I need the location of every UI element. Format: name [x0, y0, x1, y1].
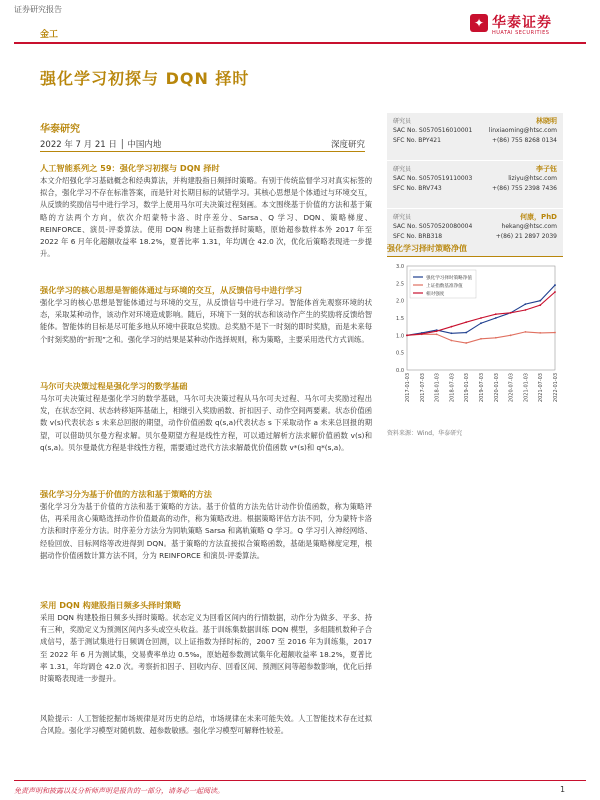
- section-heading: 强化学习的核心思想是智能体通过与环境的交互，从反馈信号中进行学习: [40, 285, 303, 295]
- analyst-card: [387, 161, 563, 209]
- x-tick-label: 2017-01-03: [405, 373, 411, 403]
- series-point: [421, 333, 423, 335]
- report-title: 强化学习初探与 DQN 择时: [40, 69, 250, 88]
- analyst-card: [387, 113, 563, 161]
- analyst-sfc: SFC No. BPY421: [393, 137, 441, 144]
- series-point: [539, 300, 541, 302]
- analyst-email[interactable]: hekang@htsc.com: [501, 223, 557, 230]
- footer-divider: [14, 780, 586, 781]
- series-point: [554, 291, 556, 293]
- section-text: 采用 DQN 构建股指日频多头择时策略。状态定义为回看区间内的行情数据，动作分为做多、平多、持有三种，奖励定义为预测区间内多头或空头收益。基于训练集数据训练 DQN 模型，多组随机数种子合成信号，基于测试集进行日频调仓回测，以上证指数为择时标的，2007 至 2016 年为训练集，2017 至 2022 年 6 月为测试集，交易费率单边 0.5‰，原始超参数测试集年化超额收益率 18.2%，夏普比率 1.31，年均调仓 42.0 次。考察折扣因子、回收内存、回看区间、预测区间等超参数影响，优化后择时策略表现进一步提升。: [40, 613, 372, 684]
- section-heading: 采用 DQN 构建股指日频多头择时策略: [40, 600, 181, 610]
- report-category: 金工: [40, 30, 59, 40]
- y-tick-label: 0.5: [396, 350, 404, 357]
- series-point: [436, 330, 438, 332]
- analyst-panel: [387, 113, 563, 257]
- legend-label: 相对强度: [426, 291, 445, 297]
- x-tick-label: 2017-07-03: [419, 373, 426, 403]
- x-tick-label: 2018-01-03: [434, 373, 441, 403]
- x-tick-label: 2021-07-03: [538, 373, 545, 403]
- series-point: [554, 284, 556, 286]
- analyst-sfc: SFC No. BRB318: [393, 233, 443, 240]
- section-text: 本文介绍强化学习基础概念和经典算法，并构建股指日频择时策略。有别于传统监督学习对真实标签的拟合，强化学习不存在标准答案，而是针对长期目标的试错学习。其核心思想是个体通过与环境交互，从反馈的奖励信号中进行学习，数学上使用马尔可夫决策过程刻画。本文围绕基于价值的方法和基于策略的方法两个方向，依次介绍蒙特卡洛、时序差分、Sarsa、Q 学习、DQN、策略梯度、REINFORCE、演员-评委算法。使用 DQN 构建上证指数择时策略，原始超参数样本外 2017 年至 2022 年 6 月年化超额收益率 18.2%，夏普比率 1.31，年均调仓 42.0 次，优化后策略表现进一步提升。: [40, 176, 372, 259]
- header-divider: [14, 42, 586, 44]
- analyst-phone: +(86) 755 2398 7436: [491, 185, 557, 192]
- analyst-sac: SAC No. S0570520080004: [393, 223, 473, 230]
- chart-divider: [387, 256, 563, 257]
- analyst-phone: +(86) 21 2897 2039: [495, 233, 557, 240]
- x-tick-label: 2020-01-03: [493, 373, 500, 403]
- report-label: 证券研究报告: [14, 5, 62, 14]
- series-point: [554, 332, 556, 334]
- series-point: [406, 334, 408, 336]
- series-point: [451, 326, 453, 328]
- series-point: [495, 313, 497, 315]
- chart-title: 强化学习择时策略净值: [387, 244, 467, 253]
- series-point: [451, 332, 453, 334]
- series-point: [451, 340, 453, 342]
- series-point: [525, 303, 527, 305]
- series-point: [480, 322, 482, 324]
- y-tick-label: 2.0: [396, 298, 404, 305]
- series-point: [436, 333, 438, 335]
- series-point: [495, 337, 497, 339]
- brand-subtitle: HUATAI SECURITIES: [492, 30, 550, 36]
- analyst-role: 研究员: [393, 214, 412, 221]
- section-heading: 强化学习分为基于价值的方法和基于策略的方法: [40, 489, 212, 499]
- analyst-role: 研究员: [393, 166, 412, 173]
- report-type: 深度研究: [330, 140, 365, 150]
- page-number: 1: [560, 785, 566, 794]
- series-point: [480, 338, 482, 340]
- chart-source: 资料来源：Wind，华泰研究: [387, 430, 463, 437]
- x-tick-label: 2020-07-03: [508, 373, 515, 403]
- series-line: [407, 332, 555, 343]
- org-name: 华泰研究: [40, 124, 80, 135]
- series-point: [525, 309, 527, 311]
- analyst-email[interactable]: linxiaoming@htsc.com: [488, 127, 557, 134]
- series-point: [539, 304, 541, 306]
- analyst-name: 李子钰: [536, 165, 557, 173]
- section-text: 强化学习分为基于价值的方法和基于策略的方法。基于价值的方法先估计动作价值函数，称为策略评估，再采用贪心策略选择动作价值最高的动作，称为策略改进。根据策略评估方法不同，分为蒙特卡洛方法和时序差分方法。时序差分方法分为同轨策略 Sarsa 和离轨策略 Q 学习。Q 学习引入神经网络、经验回放、目标网络等改进得到 DQN。基于策略的方法直接拟合策略函数，基础是策略梯度定理，根据动作价值函数计算方法不同，分为 REINFORCE 和演员-评委算法。: [40, 502, 372, 560]
- y-tick-label: 1.5: [396, 316, 404, 322]
- y-tick-label: 2.5: [396, 281, 404, 288]
- analyst-sac: SAC No. S0570516010001: [393, 127, 473, 134]
- analyst-name: 林晓明: [536, 117, 557, 125]
- analyst-sac: SAC No. S0570519110003: [393, 175, 473, 182]
- analyst-phone: +(86) 755 8268 0134: [491, 137, 557, 144]
- x-tick-label: 2019-07-03: [479, 373, 485, 403]
- brand-mark-icon: ✦: [470, 14, 488, 32]
- series-point: [510, 334, 512, 336]
- series-line: [407, 292, 555, 335]
- y-tick-label: 1.0: [396, 333, 404, 340]
- x-tick-label: 2019-01-03: [464, 373, 471, 403]
- section-text: 马尔可夫决策过程是强化学习的数学基础，马尔可夫决策过程从马尔可夫过程、马尔可夫奖励过程出发，在状态空间、状态转移矩阵基础上，相继引入奖励函数、折扣因子、动作空间两要素。状态价值函数 v(s)代表状态 s 未来总回报的期望，动作价值函数 q(s,a)代表状态 s 下采取动作 a 未来总回报的期望，可以借助贝尔曼方程求解。贝尔曼期望方程是线性方程，可以通过解析方法求解价值函数 v(s)和 q(s,a)。贝尔曼最优方程是非线性方程，需要通过迭代方法求解最优价值函数 v*(s)和 q*(s,a)。: [40, 394, 372, 452]
- meta-divider: [40, 151, 365, 152]
- analyst-name: 何康，PhD: [520, 213, 557, 221]
- series-point: [465, 332, 467, 334]
- analyst-sfc: SFC No. BRV743: [393, 185, 442, 192]
- series-point: [495, 317, 497, 319]
- section-heading: 人工智能系列之 59：强化学习初探与 DQN 择时: [40, 163, 220, 173]
- risk-warning: 风险提示：人工智能挖掘市场规律是对历史的总结，市场规律在未来可能失效。人工智能技术存在过拟合风险。强化学习模型对随机数、超参数敏感。强化学习模型可解释性较差。: [40, 714, 372, 736]
- legend-label: 上证指数基准净值: [426, 283, 463, 289]
- section-text: 强化学习的核心思想是智能体通过与环境的交互，从反馈信号中进行学习。智能体首先观察环境的状态，采取某种动作，该动作对环境造成影响。随后，环境下一刻的状态和该动作产生的奖励将反馈给智能体。智能体的目标是尽可能多地从环境中获取总奖励。总奖励不是下一时刻的即时奖励，而是未来每个时刻奖励的“折现”之和。强化学习的结果是某种动作选择规则，称为策略，主要采用迭代方式训练。: [40, 298, 372, 344]
- series-point: [480, 317, 482, 319]
- brand-name: 华泰证券: [492, 15, 552, 31]
- x-tick-label: 2021-01-03: [523, 373, 530, 403]
- nav-line-chart: [387, 260, 563, 420]
- brand-logo: [470, 10, 590, 40]
- analyst-email[interactable]: liziyu@htsc.com: [508, 175, 557, 182]
- series-point: [510, 312, 512, 314]
- analyst-role: 研究员: [393, 118, 412, 125]
- series-point: [539, 332, 541, 334]
- x-tick-label: 2022-01-03: [553, 373, 559, 403]
- footer-disclaimer: 免责声明和披露以及分析师声明是报告的一部分，请务必一起阅读。: [14, 787, 224, 795]
- legend-label: 强化学习择时策略净值: [426, 275, 472, 281]
- y-tick-label: 0.0: [396, 368, 404, 374]
- series-point: [465, 321, 467, 323]
- y-tick-label: 3.0: [396, 264, 404, 270]
- report-date: 2022 年 7 月 21 日 │ 中国内地: [40, 140, 162, 150]
- series-point: [465, 342, 467, 344]
- series-point: [525, 331, 527, 333]
- section-heading: 马尔可夫决策过程是强化学习的数学基础: [40, 381, 188, 391]
- report-meta: [40, 138, 365, 150]
- x-tick-label: 2018-07-03: [449, 373, 456, 403]
